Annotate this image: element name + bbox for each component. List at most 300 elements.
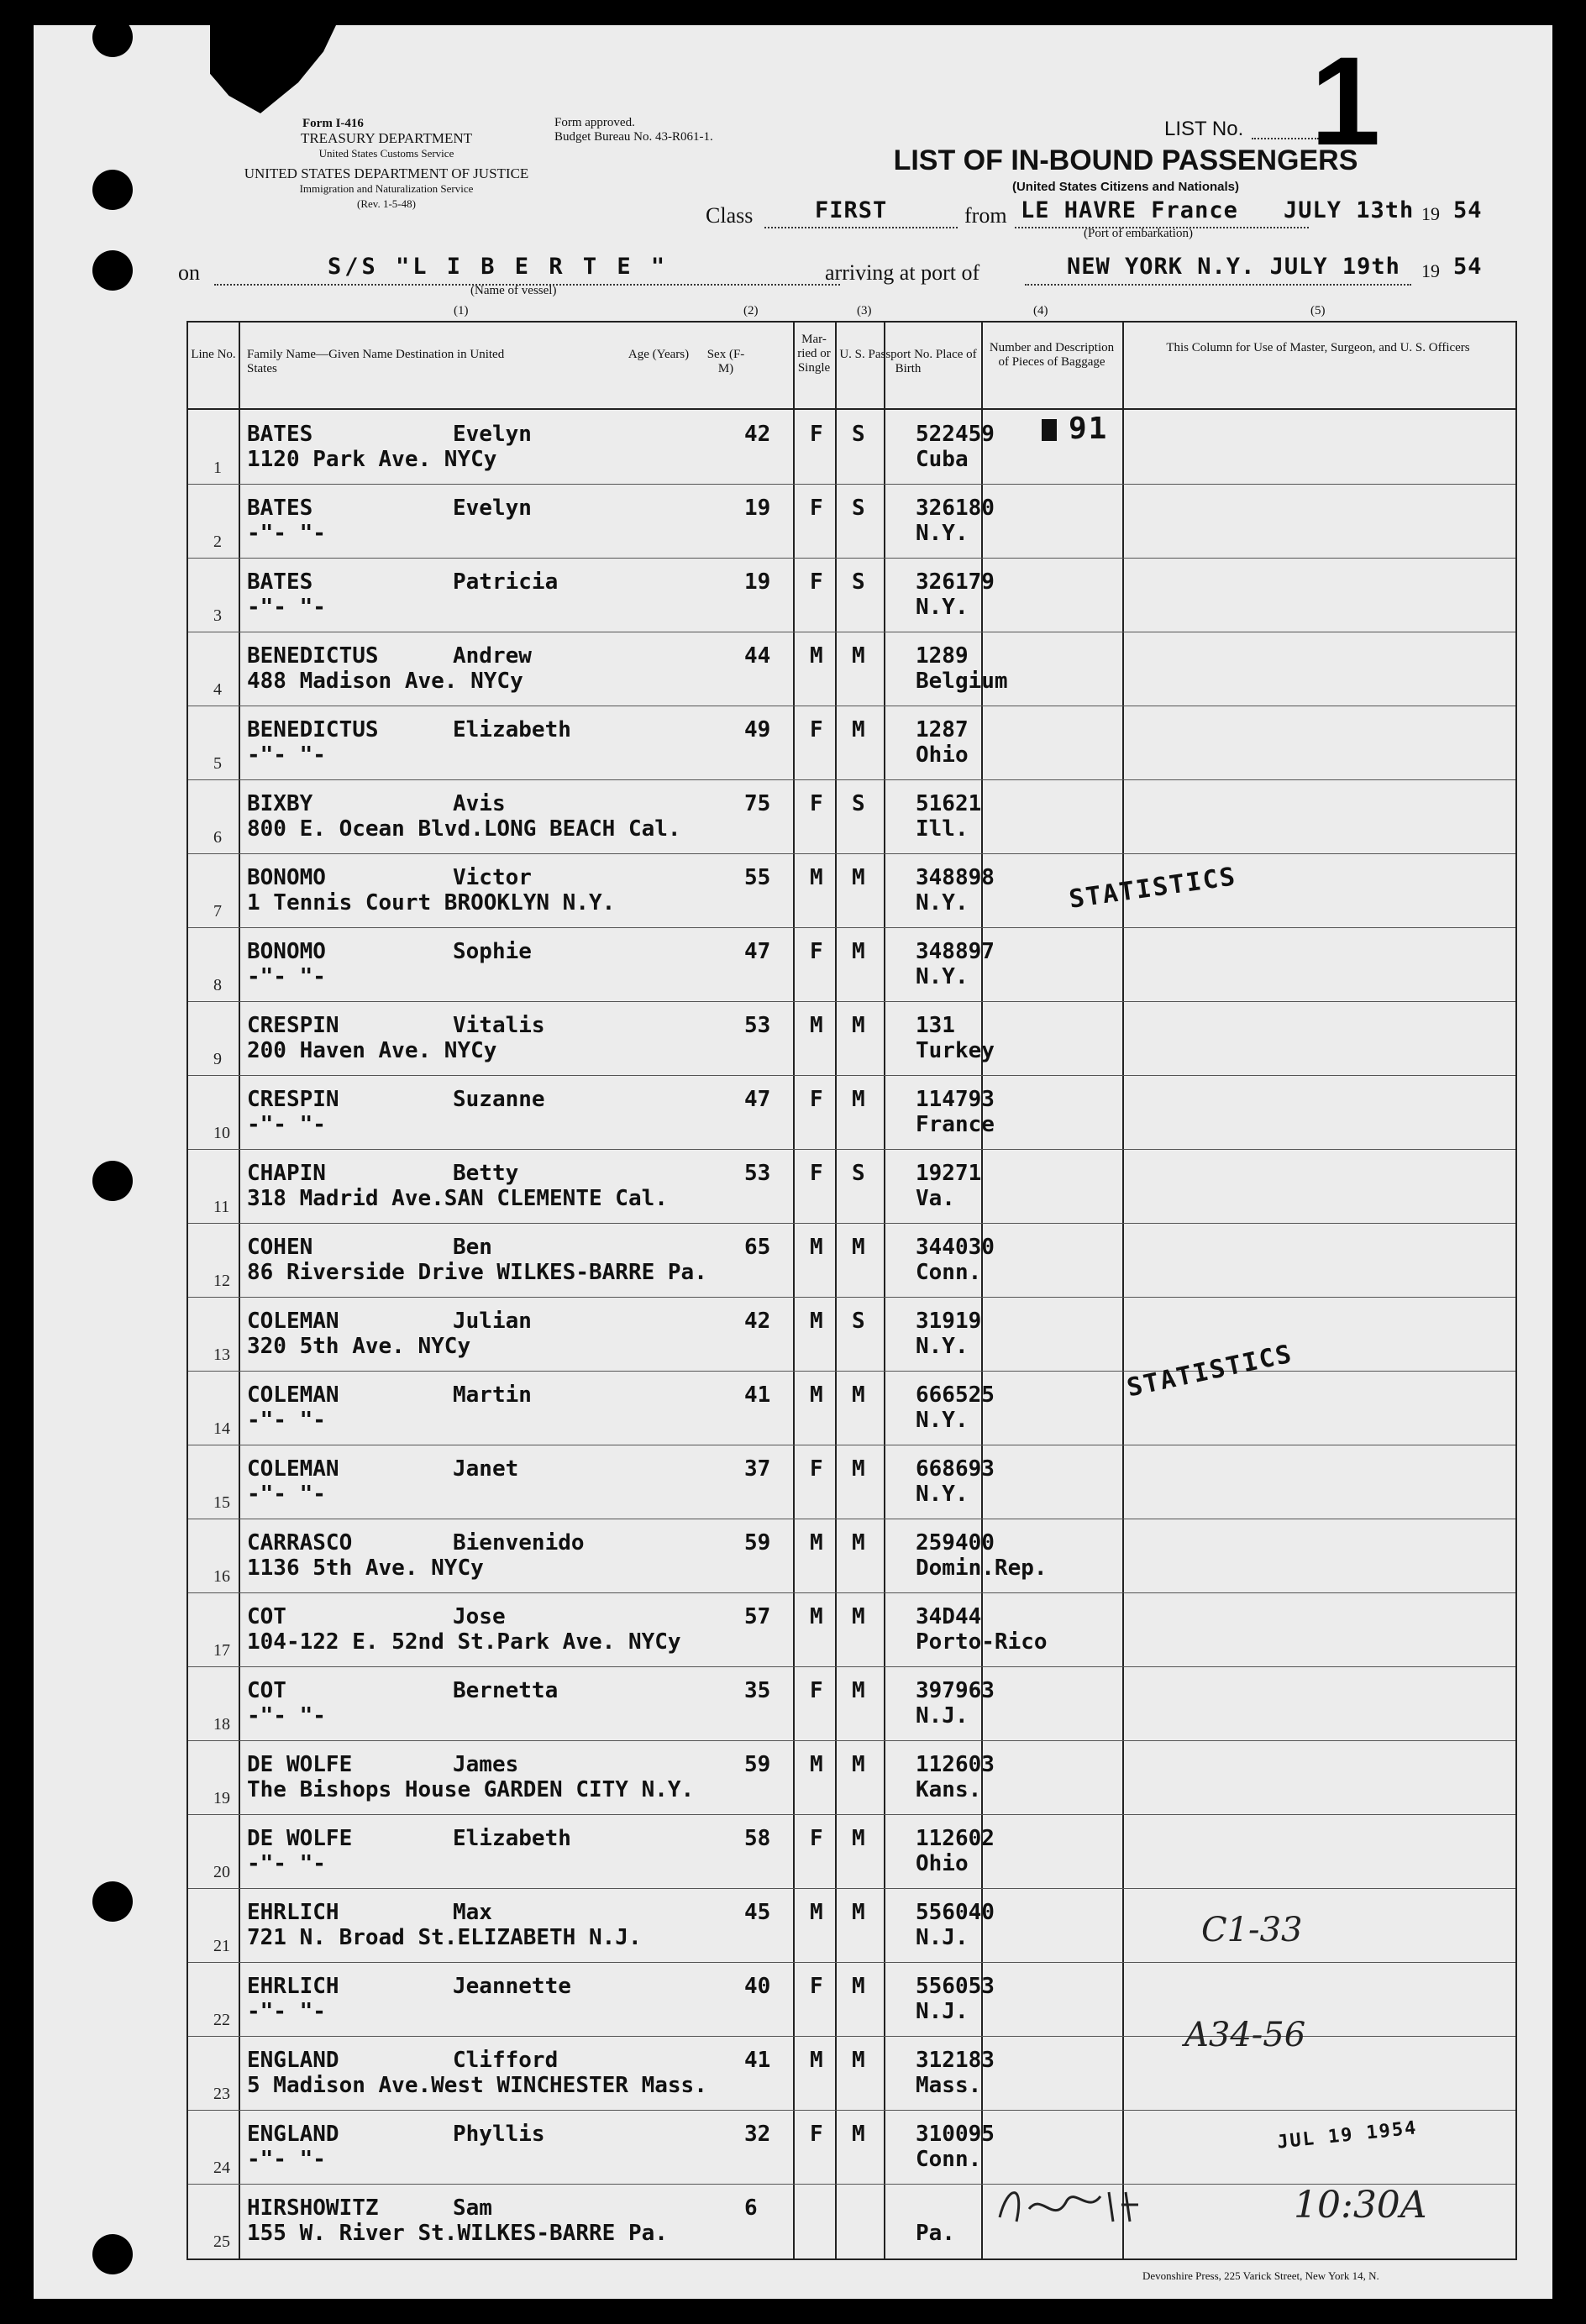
punch-hole xyxy=(92,170,133,210)
given-name: Suzanne xyxy=(453,1087,545,1112)
embark-year-prefix: 19 xyxy=(1421,203,1440,224)
age: 44 xyxy=(744,643,771,669)
passport-number: 522459 xyxy=(916,422,995,447)
family-name: COT xyxy=(247,1678,286,1703)
form-number: Form I-416 xyxy=(302,117,364,130)
col-num-3: (3) xyxy=(857,304,872,317)
birthplace: N.Y. xyxy=(916,595,969,620)
page-subtitle: (United States Citizens and Nationals) xyxy=(1011,180,1240,194)
passport-number: 326180 xyxy=(916,496,995,521)
embark-date: JULY 13th xyxy=(1284,197,1415,223)
birthplace: N.J. xyxy=(916,1925,969,1950)
table-row xyxy=(188,1297,1515,1371)
line-number: 21 xyxy=(213,1937,230,1955)
given-name: Martin xyxy=(453,1382,532,1408)
line-number: 10 xyxy=(213,1124,230,1142)
given-name: Clifford xyxy=(453,2048,559,2073)
given-name: Betty xyxy=(453,1161,519,1186)
birthplace: Ohio xyxy=(916,742,969,768)
family-name: BONOMO xyxy=(247,865,326,890)
line-number: 16 xyxy=(213,1567,230,1586)
birthplace: N.Y. xyxy=(916,1334,969,1359)
passport-number: 31919 xyxy=(916,1309,982,1334)
torn-corner xyxy=(210,25,336,113)
given-name: Sam xyxy=(453,2195,492,2221)
table-row xyxy=(188,1666,1515,1740)
embark-year: 54 xyxy=(1453,197,1483,223)
marital-status: M xyxy=(852,1974,865,1999)
birthplace: N.Y. xyxy=(916,964,969,989)
age: 53 xyxy=(744,1013,771,1038)
line-number: 13 xyxy=(213,1346,230,1364)
marital-status: M xyxy=(852,1235,865,1260)
age: 6 xyxy=(744,2195,758,2221)
destination: -"- "- xyxy=(247,1112,326,1137)
birthplace: Ill. xyxy=(916,816,969,842)
marital-status: S xyxy=(852,1161,865,1186)
age: 40 xyxy=(744,1974,771,1999)
family-name: BATES xyxy=(247,496,313,521)
marital-status: M xyxy=(852,1013,865,1038)
officer-note-value: 91 xyxy=(1069,412,1109,446)
line-number: 22 xyxy=(213,2011,230,2029)
arrival-port: NEW YORK N.Y. JULY 19th xyxy=(1067,254,1400,280)
line-number: 3 xyxy=(213,606,222,625)
given-name: Patricia xyxy=(453,569,559,595)
handwritten-note: A34-56 xyxy=(1184,2016,1306,2054)
table-row xyxy=(188,558,1515,632)
destination: 721 N. Broad St.ELIZABETH N.J. xyxy=(247,1925,642,1950)
birthplace: N.Y. xyxy=(916,521,969,546)
sex: F xyxy=(810,791,823,816)
given-name: Sophie xyxy=(453,939,532,964)
col-num-1: (1) xyxy=(454,304,469,317)
line-number: 4 xyxy=(213,680,222,699)
family-name: EHRLICH xyxy=(247,1974,339,1999)
sex: M xyxy=(810,1900,823,1925)
sex: F xyxy=(810,569,823,595)
marital-status: S xyxy=(852,569,865,595)
ins-label: Immigration and Naturalization Service xyxy=(299,182,474,195)
table-row xyxy=(188,1445,1515,1519)
sex: M xyxy=(810,643,823,669)
marital-status: M xyxy=(852,2122,865,2147)
destination: 1 Tennis Court BROOKLYN N.Y. xyxy=(247,890,616,915)
birthplace: Cuba xyxy=(916,447,969,472)
age: 19 xyxy=(744,496,771,521)
given-name: Avis xyxy=(453,791,506,816)
destination: 155 W. River St.WILKES-BARRE Pa. xyxy=(247,2221,668,2246)
given-name: Jeannette xyxy=(453,1974,571,1999)
marital-status: M xyxy=(852,643,865,669)
age: 37 xyxy=(744,1456,771,1482)
family-name: COLEMAN xyxy=(247,1382,339,1408)
destination: -"- "- xyxy=(247,1408,326,1433)
marital-status: M xyxy=(852,1530,865,1555)
table-row xyxy=(188,1592,1515,1666)
marital-status: M xyxy=(852,1382,865,1408)
line-number: 5 xyxy=(213,754,222,773)
birthplace: N.J. xyxy=(916,1999,969,2024)
line-number: 2 xyxy=(213,532,222,551)
destination: -"- "- xyxy=(247,1482,326,1507)
destination: 1136 5th Ave. NYCy xyxy=(247,1555,484,1581)
line-number: 7 xyxy=(213,902,222,921)
line-number: 19 xyxy=(213,1789,230,1807)
line-number: 18 xyxy=(213,1715,230,1734)
line-number: 14 xyxy=(213,1419,230,1438)
punch-hole xyxy=(92,2234,133,2274)
given-name: Jose xyxy=(453,1604,506,1629)
passport-number: 131 xyxy=(916,1013,955,1038)
vessel-caption: (Name of vessel) xyxy=(470,284,557,297)
signoff-time: 10:30A xyxy=(1294,2184,1427,2227)
destination: -"- "- xyxy=(247,521,326,546)
sex: M xyxy=(810,1530,823,1555)
table-row xyxy=(188,1962,1515,2036)
family-name: CARRASCO xyxy=(247,1530,353,1555)
col-num-2: (2) xyxy=(743,304,759,317)
sex: M xyxy=(810,1235,823,1260)
family-name: CHAPIN xyxy=(247,1161,326,1186)
marital-status: M xyxy=(852,717,865,742)
rev-label: (Rev. 1-5-48) xyxy=(357,197,416,210)
given-name: Janet xyxy=(453,1456,519,1482)
family-name: COHEN xyxy=(247,1235,313,1260)
age: 59 xyxy=(744,1530,771,1555)
sex: F xyxy=(810,939,823,964)
destination: -"- "- xyxy=(247,964,326,989)
destination: -"- "- xyxy=(247,1851,326,1876)
birthplace: Va. xyxy=(916,1186,955,1211)
customs-label: United States Customs Service xyxy=(318,147,454,160)
family-name: BENEDICTUS xyxy=(247,643,379,669)
sex: F xyxy=(810,1826,823,1851)
col-header-line: Line No. xyxy=(191,348,236,361)
destination: 5 Madison Ave.West WINCHESTER Mass. xyxy=(247,2073,707,2098)
officer-note-row2 xyxy=(1042,412,1108,446)
age: 57 xyxy=(744,1604,771,1629)
passport-number: 397963 xyxy=(916,1678,995,1703)
birthplace: Ohio xyxy=(916,1851,969,1876)
marital-status: S xyxy=(852,1309,865,1334)
justice-label: UNITED STATES DEPARTMENT OF JUSTICE xyxy=(244,165,529,181)
col-header-name: Family Name—Given Name Destination in United States xyxy=(247,348,505,375)
family-name: EHRLICH xyxy=(247,1900,339,1925)
family-name: BENEDICTUS xyxy=(247,717,379,742)
sex: M xyxy=(810,1752,823,1777)
age: 53 xyxy=(744,1161,771,1186)
passport-number: 666525 xyxy=(916,1382,995,1408)
family-name: BONOMO xyxy=(247,939,326,964)
age: 49 xyxy=(744,717,771,742)
line-number: 25 xyxy=(213,2232,230,2251)
line-number: 12 xyxy=(213,1272,230,1290)
birthplace: Turkey xyxy=(916,1038,995,1063)
family-name: DE WOLFE xyxy=(247,1752,353,1777)
birthplace: Belgium xyxy=(916,669,1008,694)
marital-status: S xyxy=(852,496,865,521)
passport-number: 556053 xyxy=(916,1974,995,1999)
sex: F xyxy=(810,422,823,447)
age: 65 xyxy=(744,1235,771,1260)
line-number: 11 xyxy=(213,1198,230,1216)
arrival-year-prefix: 19 xyxy=(1421,260,1440,281)
table-row xyxy=(188,1001,1515,1075)
given-name: Vitalis xyxy=(453,1013,545,1038)
passport-number: 19271 xyxy=(916,1161,982,1186)
birthplace: N.J. xyxy=(916,1703,969,1729)
given-name: Elizabeth xyxy=(453,717,571,742)
age: 41 xyxy=(744,1382,771,1408)
family-name: ENGLAND xyxy=(247,2122,339,2147)
passenger-table xyxy=(186,321,1517,2260)
birthplace: Mass. xyxy=(916,2073,982,2098)
birthplace: N.Y. xyxy=(916,1408,969,1433)
age: 32 xyxy=(744,2122,771,2147)
family-name: ENGLAND xyxy=(247,2048,339,2073)
given-name: Bienvenido xyxy=(453,1530,585,1555)
line-number: 23 xyxy=(213,2085,230,2103)
sex: F xyxy=(810,717,823,742)
destination: -"- "- xyxy=(247,1999,326,2024)
given-name: James xyxy=(453,1752,519,1777)
family-name: CRESPIN xyxy=(247,1013,339,1038)
arrival-year: 54 xyxy=(1453,254,1483,280)
marital-status: S xyxy=(852,791,865,816)
birthplace: N.Y. xyxy=(916,890,969,915)
given-name: Phyllis xyxy=(453,2122,545,2147)
col-header-officers: This Column for Use of Master, Surgeon, and U. S. Officers xyxy=(1166,341,1470,354)
age: 47 xyxy=(744,939,771,964)
family-name: HIRSHOWITZ xyxy=(247,2195,379,2221)
marital-status: M xyxy=(852,1604,865,1629)
sex: M xyxy=(810,1382,823,1408)
table-row xyxy=(188,410,1515,484)
sex: M xyxy=(810,1309,823,1334)
birthplace: N.Y. xyxy=(916,1482,969,1507)
table-row xyxy=(188,1888,1515,1962)
passport-number: 310095 xyxy=(916,2122,995,2147)
line-number: 6 xyxy=(213,828,222,847)
given-name: Andrew xyxy=(453,643,532,669)
marital-status: M xyxy=(852,1087,865,1112)
marital-status: M xyxy=(852,865,865,890)
page-title: LIST OF IN-BOUND PASSENGERS xyxy=(893,144,1358,176)
line-number: 20 xyxy=(213,1863,230,1881)
destination: -"- "- xyxy=(247,1703,326,1729)
passport-number: 114793 xyxy=(916,1087,995,1112)
arriving-label: arriving at port of xyxy=(825,260,980,285)
table-row xyxy=(188,1223,1515,1297)
table-row xyxy=(188,2036,1515,2110)
destination: 320 5th Ave. NYCy xyxy=(247,1334,471,1359)
destination: 800 E. Ocean Blvd.LONG BEACH Cal. xyxy=(247,816,681,842)
col-header-passport: U. S. Passport No. Place of Birth xyxy=(839,348,977,375)
passport-number: 1287 xyxy=(916,717,969,742)
age: 58 xyxy=(744,1826,771,1851)
marital-status: M xyxy=(852,1752,865,1777)
family-name: CRESPIN xyxy=(247,1087,339,1112)
handwritten-note: C1-33 xyxy=(1201,1911,1303,1949)
birthplace: Conn. xyxy=(916,2147,982,2172)
birthplace: Pa. xyxy=(916,2221,955,2246)
form-agency-block xyxy=(168,116,605,212)
passport-number: 312183 xyxy=(916,2048,995,2073)
age: 42 xyxy=(744,422,771,447)
on-label: on xyxy=(178,260,200,285)
table-row xyxy=(188,1075,1515,1149)
table-row xyxy=(188,927,1515,1001)
punch-hole xyxy=(92,250,133,291)
family-name: BIXBY xyxy=(247,791,313,816)
passport-number: 112602 xyxy=(916,1826,995,1851)
passport-number: 51621 xyxy=(916,791,982,816)
line-number: 8 xyxy=(213,976,222,994)
passport-number: 326179 xyxy=(916,569,995,595)
marital-status: M xyxy=(852,1826,865,1851)
passport-number: 112603 xyxy=(916,1752,995,1777)
punch-hole xyxy=(92,1161,133,1201)
col-header-baggage: Number and Description of Pieces of Baggage xyxy=(989,341,1115,369)
treasury-label: TREASURY DEPARTMENT xyxy=(300,130,473,146)
table-row xyxy=(188,632,1515,706)
destination: 86 Riverside Drive WILKES-BARRE Pa. xyxy=(247,1260,707,1285)
table-row xyxy=(188,853,1515,927)
budget-label: Budget Bureau No. 43-R061-1. xyxy=(554,130,713,144)
age: 35 xyxy=(744,1678,771,1703)
family-name: COT xyxy=(247,1604,286,1629)
sex: F xyxy=(810,1087,823,1112)
table-row xyxy=(188,1814,1515,1888)
marital-status: M xyxy=(852,2048,865,2073)
birthplace: Porto-Rico xyxy=(916,1629,1048,1655)
sex: F xyxy=(810,1161,823,1186)
sex: M xyxy=(810,2048,823,2073)
given-name: Evelyn xyxy=(453,422,532,447)
sex: M xyxy=(810,1604,823,1629)
sex: F xyxy=(810,1974,823,1999)
from-port: LE HAVRE France xyxy=(1021,197,1238,223)
age: 47 xyxy=(744,1087,771,1112)
destination: -"- "- xyxy=(247,2147,326,2172)
table-row xyxy=(188,484,1515,558)
age: 41 xyxy=(744,2048,771,2073)
destination: The Bishops House GARDEN CITY N.Y. xyxy=(247,1777,695,1802)
given-name: Julian xyxy=(453,1309,532,1334)
given-name: Evelyn xyxy=(453,496,532,521)
sex: M xyxy=(810,865,823,890)
statistics-stamp: STATISTICS xyxy=(1124,1339,1296,1403)
col-header-sex: Sex (F-M) xyxy=(706,348,745,375)
given-name: Elizabeth xyxy=(453,1826,571,1851)
destination: 200 Haven Ave. NYCy xyxy=(247,1038,497,1063)
family-name: BATES xyxy=(247,569,313,595)
marital-status: M xyxy=(852,1678,865,1703)
approved-label: Form approved. xyxy=(554,116,635,129)
passport-number: 348898 xyxy=(916,865,995,890)
age: 75 xyxy=(744,791,771,816)
age: 59 xyxy=(744,1752,771,1777)
line-number: 1 xyxy=(213,459,222,477)
marital-status: M xyxy=(852,939,865,964)
col-header-age: Age (Years) xyxy=(628,348,690,361)
passport-number: 556040 xyxy=(916,1900,995,1925)
line-number: 17 xyxy=(213,1641,230,1660)
document-page xyxy=(34,25,1552,2299)
passport-number: 1289 xyxy=(916,643,969,669)
family-name: COLEMAN xyxy=(247,1456,339,1482)
given-name: Max xyxy=(453,1900,492,1925)
port-embark-caption: (Port of embarkation) xyxy=(1084,227,1193,240)
destination: -"- "- xyxy=(247,742,326,768)
marital-status: S xyxy=(852,422,865,447)
line-number: 15 xyxy=(213,1493,230,1512)
statistics-stamp: STATISTICS xyxy=(1067,862,1239,915)
marital-status: M xyxy=(852,1900,865,1925)
from-label: from xyxy=(964,203,1007,228)
vessel-name: S/S "L I B E R T E " xyxy=(328,254,669,280)
family-name: DE WOLFE xyxy=(247,1826,353,1851)
passport-number: 344030 xyxy=(916,1235,995,1260)
age: 45 xyxy=(744,1900,771,1925)
class-label: Class xyxy=(706,203,754,228)
printer-imprint: Devonshire Press, 225 Varick Street, New York 14, N. xyxy=(1142,2269,1379,2282)
col-num-5: (5) xyxy=(1310,304,1326,317)
inspector-initials xyxy=(991,2175,1193,2234)
destination: 104-122 E. 52nd St.Park Ave. NYCy xyxy=(247,1629,681,1655)
table-row xyxy=(188,1519,1515,1592)
birthplace: France xyxy=(916,1112,995,1137)
class-value: FIRST xyxy=(815,197,888,223)
destination: 488 Madison Ave. NYCy xyxy=(247,669,523,694)
given-name: Bernetta xyxy=(453,1678,559,1703)
passport-number: 259400 xyxy=(916,1530,995,1555)
table-row xyxy=(188,1149,1515,1223)
destination: 1120 Park Ave. NYCy xyxy=(247,447,497,472)
marital-status: M xyxy=(852,1456,865,1482)
given-name: Victor xyxy=(453,865,532,890)
table-row xyxy=(188,1740,1515,1814)
passport-number: 34D44 xyxy=(916,1604,982,1629)
table-row xyxy=(188,1371,1515,1445)
table-row xyxy=(188,706,1515,779)
list-no-label: LIST No. xyxy=(1164,118,1244,140)
age: 19 xyxy=(744,569,771,595)
punch-hole xyxy=(92,25,133,57)
date-stamp: JUL 19 1954 xyxy=(1276,2117,1419,2154)
sex: F xyxy=(810,496,823,521)
col-header-married: Mar- ried or Single xyxy=(797,333,831,375)
col-num-4: (4) xyxy=(1033,304,1048,317)
table-row xyxy=(188,779,1515,853)
destination: 318 Madrid Ave.SAN CLEMENTE Cal. xyxy=(247,1186,668,1211)
sex: F xyxy=(810,2122,823,2147)
list-no-value: 1 xyxy=(1310,30,1381,171)
family-name: BATES xyxy=(247,422,313,447)
form-approval xyxy=(554,116,773,144)
sex: M xyxy=(810,1013,823,1038)
punch-hole xyxy=(92,1881,133,1922)
line-number: 9 xyxy=(213,1050,222,1068)
family-name: COLEMAN xyxy=(247,1309,339,1334)
sex: F xyxy=(810,1456,823,1482)
line-number: 24 xyxy=(213,2159,230,2177)
birthplace: Domin.Rep. xyxy=(916,1555,1048,1581)
passport-number: 348897 xyxy=(916,939,995,964)
destination: -"- "- xyxy=(247,595,326,620)
sex: F xyxy=(810,1678,823,1703)
